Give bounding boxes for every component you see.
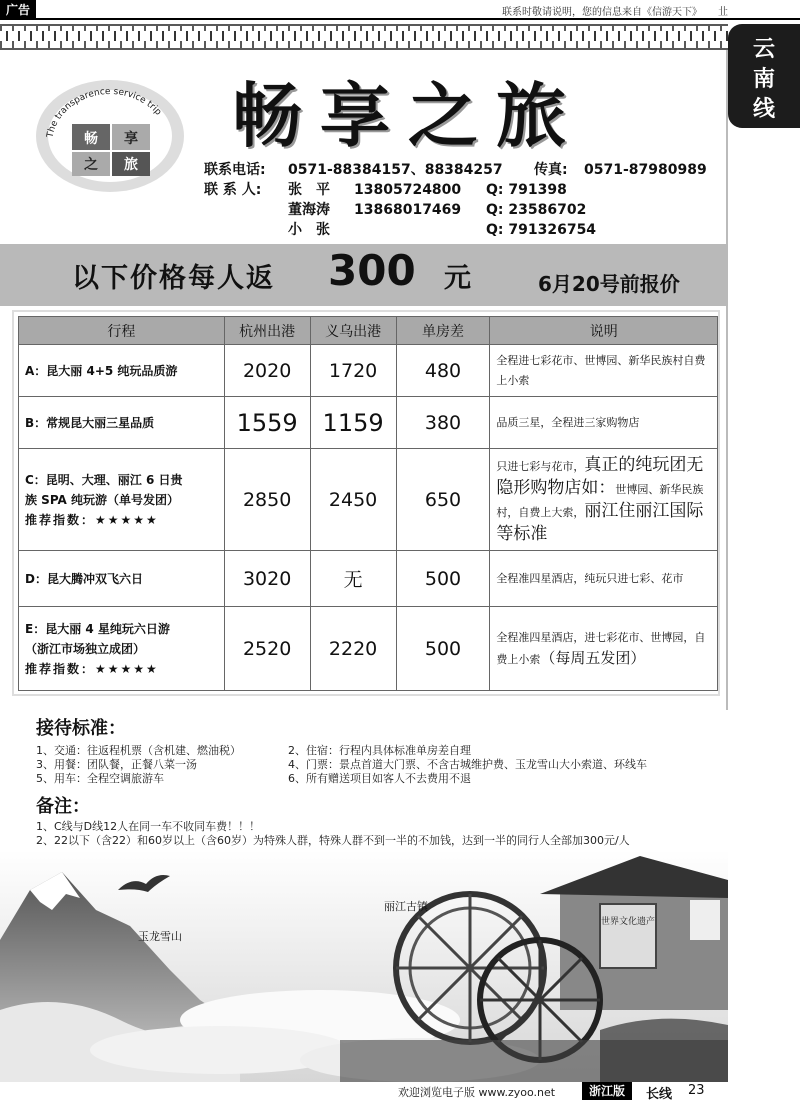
trip-name <box>19 607 225 691</box>
fax-label: 传真: <box>534 162 568 178</box>
price-table <box>18 316 718 691</box>
col-header-hangzhou: 杭州出港 <box>224 317 310 345</box>
source-note: 联系时敬请说明，您的信息来自《信游天下》 <box>502 7 702 18</box>
col-header-notes: 说明 <box>490 317 718 345</box>
quote-date: 6月20号前报价 <box>538 272 680 296</box>
single-room-diff: 650 <box>396 449 490 551</box>
person-qq: Q: 23586702 <box>486 202 587 218</box>
edition-badge: 浙江版 <box>582 1082 632 1100</box>
person-name: 张 平 <box>288 182 330 198</box>
price-yiwu: 无 <box>310 551 396 607</box>
trip-name-line: E：昆大丽 4 星纯玩六日游 <box>25 621 170 636</box>
single-room-diff: 380 <box>396 397 490 449</box>
price-yiwu: 1720 <box>310 345 396 397</box>
standard-item: 5、用车：全程空调旅游车 <box>36 772 164 785</box>
company-logo <box>32 66 188 192</box>
desc-part: 只进七彩与花市， <box>496 459 585 473</box>
ad-tag: 广告 <box>0 0 36 20</box>
logo-char-4: 旅 <box>124 157 138 173</box>
phone-label: 联系电话: <box>204 162 266 178</box>
col-header-single-room: 单房差 <box>396 317 490 345</box>
trip-name <box>19 449 225 551</box>
route-tab-char-1: 云 <box>752 37 775 62</box>
footer-website: 欢迎浏览电子版 www.zyoo.net <box>398 1086 556 1099</box>
notes-title: 备注： <box>36 796 90 817</box>
footer <box>0 1082 728 1100</box>
route-tab <box>728 24 800 128</box>
route-tab-char-3: 线 <box>752 97 775 122</box>
logo-char-2: 享 <box>124 131 138 147</box>
scenery-art <box>0 850 728 1082</box>
person-qq: Q: 791398 <box>486 182 567 198</box>
trip-desc: 品质三星，全程进三家购物店 <box>490 397 718 449</box>
trip-name-line: （浙江市场独立成团） <box>25 641 146 656</box>
rebate-text: 以下价格每人返 <box>72 263 275 294</box>
scenic-illustration <box>0 850 728 1082</box>
trip-name: A：昆大丽 4+5 纯玩品质游 <box>19 345 225 397</box>
price-yiwu: 1159 <box>310 397 396 449</box>
table-row <box>19 607 718 691</box>
person-name: 小 张 <box>288 222 330 238</box>
section-name: 长线 <box>646 1087 673 1100</box>
fax-number: 0571-87980989 <box>584 162 707 178</box>
col-header-trip: 行程 <box>19 317 225 345</box>
logo-ring-text: The transparence service trip <box>45 86 164 139</box>
desc-highlight: 丽江住丽江国际等标准 <box>496 500 704 544</box>
standards-title: 接待标准： <box>36 718 126 739</box>
table-row <box>19 345 718 397</box>
table-header-row <box>19 317 718 345</box>
label-lijiang: 丽江古镇 <box>384 900 428 913</box>
person-name: 董海涛 <box>288 202 330 218</box>
table-row <box>19 449 718 551</box>
desc-highlight: 真正的纯玩团无隐形购物店如： <box>496 454 704 498</box>
gate-sign: 世界文化遗产 <box>600 917 656 927</box>
route-tab-char-2: 南 <box>752 67 775 92</box>
price-hangzhou: 2850 <box>224 449 310 551</box>
price-hangzhou: 2520 <box>224 607 310 691</box>
price-table-wrapper <box>12 310 720 696</box>
trip-name-line: 族 SPA 纯玩游（单号发团） <box>25 492 179 507</box>
table-row <box>19 397 718 449</box>
rebate-amount: 300 <box>328 246 416 295</box>
price-yiwu: 2450 <box>310 449 396 551</box>
standard-item: 1、交通：往返程机票（含机建、燃油税） <box>36 744 241 757</box>
brand-title: 畅享之旅 <box>232 74 584 157</box>
trip-desc <box>490 449 718 551</box>
price-hangzhou: 3020 <box>224 551 310 607</box>
publisher-mark: 㐀 <box>718 7 728 18</box>
recommend-rating: 推荐指数：★★★★★ <box>25 512 159 527</box>
person-label: 联 系 人: <box>204 182 262 198</box>
note-item: 2、22以下（含22）和60岁以上（含60岁）为特殊人群，特殊人群不到一半的不加钱，达到一半的同行人全部加300元/人 <box>36 834 630 847</box>
trip-desc: 全程准四星酒店，纯玩只进七彩、花市 <box>490 551 718 607</box>
col-header-yiwu: 义乌出港 <box>310 317 396 345</box>
trip-name-line: C：昆明、大理、丽江 6 日贵 <box>25 472 183 487</box>
page-number: 23 <box>688 1083 705 1098</box>
decorative-border-inner <box>0 31 728 41</box>
label-jade-dragon: 玉龙雪山 <box>138 930 182 943</box>
trip-desc <box>490 607 718 691</box>
standard-item: 6、所有赠送项目如客人不去费用不退 <box>288 772 471 785</box>
price-yiwu: 2220 <box>310 607 396 691</box>
recommend-rating: 推荐指数：★★★★★ <box>25 661 159 676</box>
person-mobile: 13868017469 <box>354 202 462 218</box>
rebate-unit: 元 <box>444 263 471 294</box>
standard-item: 3、用餐：团队餐，正餐八菜一汤 <box>36 758 197 771</box>
desc-part: 世博园、新华民族村，自费上大索， <box>496 482 704 519</box>
table-row <box>19 551 718 607</box>
trip-name: B：常规昆大丽三星品质 <box>19 397 225 449</box>
price-hangzhou: 2020 <box>224 345 310 397</box>
top-strip <box>0 0 800 20</box>
desc-part: 全程准四星酒店，进七彩花市、世博园，自费上小索 <box>496 630 706 666</box>
desc-highlight: （每周五发团） <box>540 648 646 667</box>
price-hangzhou: 1559 <box>224 397 310 449</box>
note-item: 1、C线与D线12人在同一车不收同车费！！！ <box>36 820 261 833</box>
single-room-diff: 480 <box>396 345 490 397</box>
single-room-diff: 500 <box>396 607 490 691</box>
single-room-diff: 500 <box>396 551 490 607</box>
phone-number: 0571-88384157、88384257 <box>288 162 503 178</box>
trip-desc: 全程进七彩花市、世博园、新华民族村自费上小索 <box>490 345 718 397</box>
logo-char-1: 畅 <box>84 131 98 147</box>
trip-name: D：昆大腾冲双飞六日 <box>19 551 225 607</box>
person-mobile: 13805724800 <box>354 182 462 198</box>
standard-item: 4、门票：景点首道大门票、不含古城维护费、玉龙雪山大小索道、环线车 <box>288 758 647 771</box>
standard-item: 2、住宿：行程内具体标准单房差自理 <box>288 744 471 757</box>
person-qq: Q: 791326754 <box>486 222 597 238</box>
logo-char-3: 之 <box>84 157 98 173</box>
